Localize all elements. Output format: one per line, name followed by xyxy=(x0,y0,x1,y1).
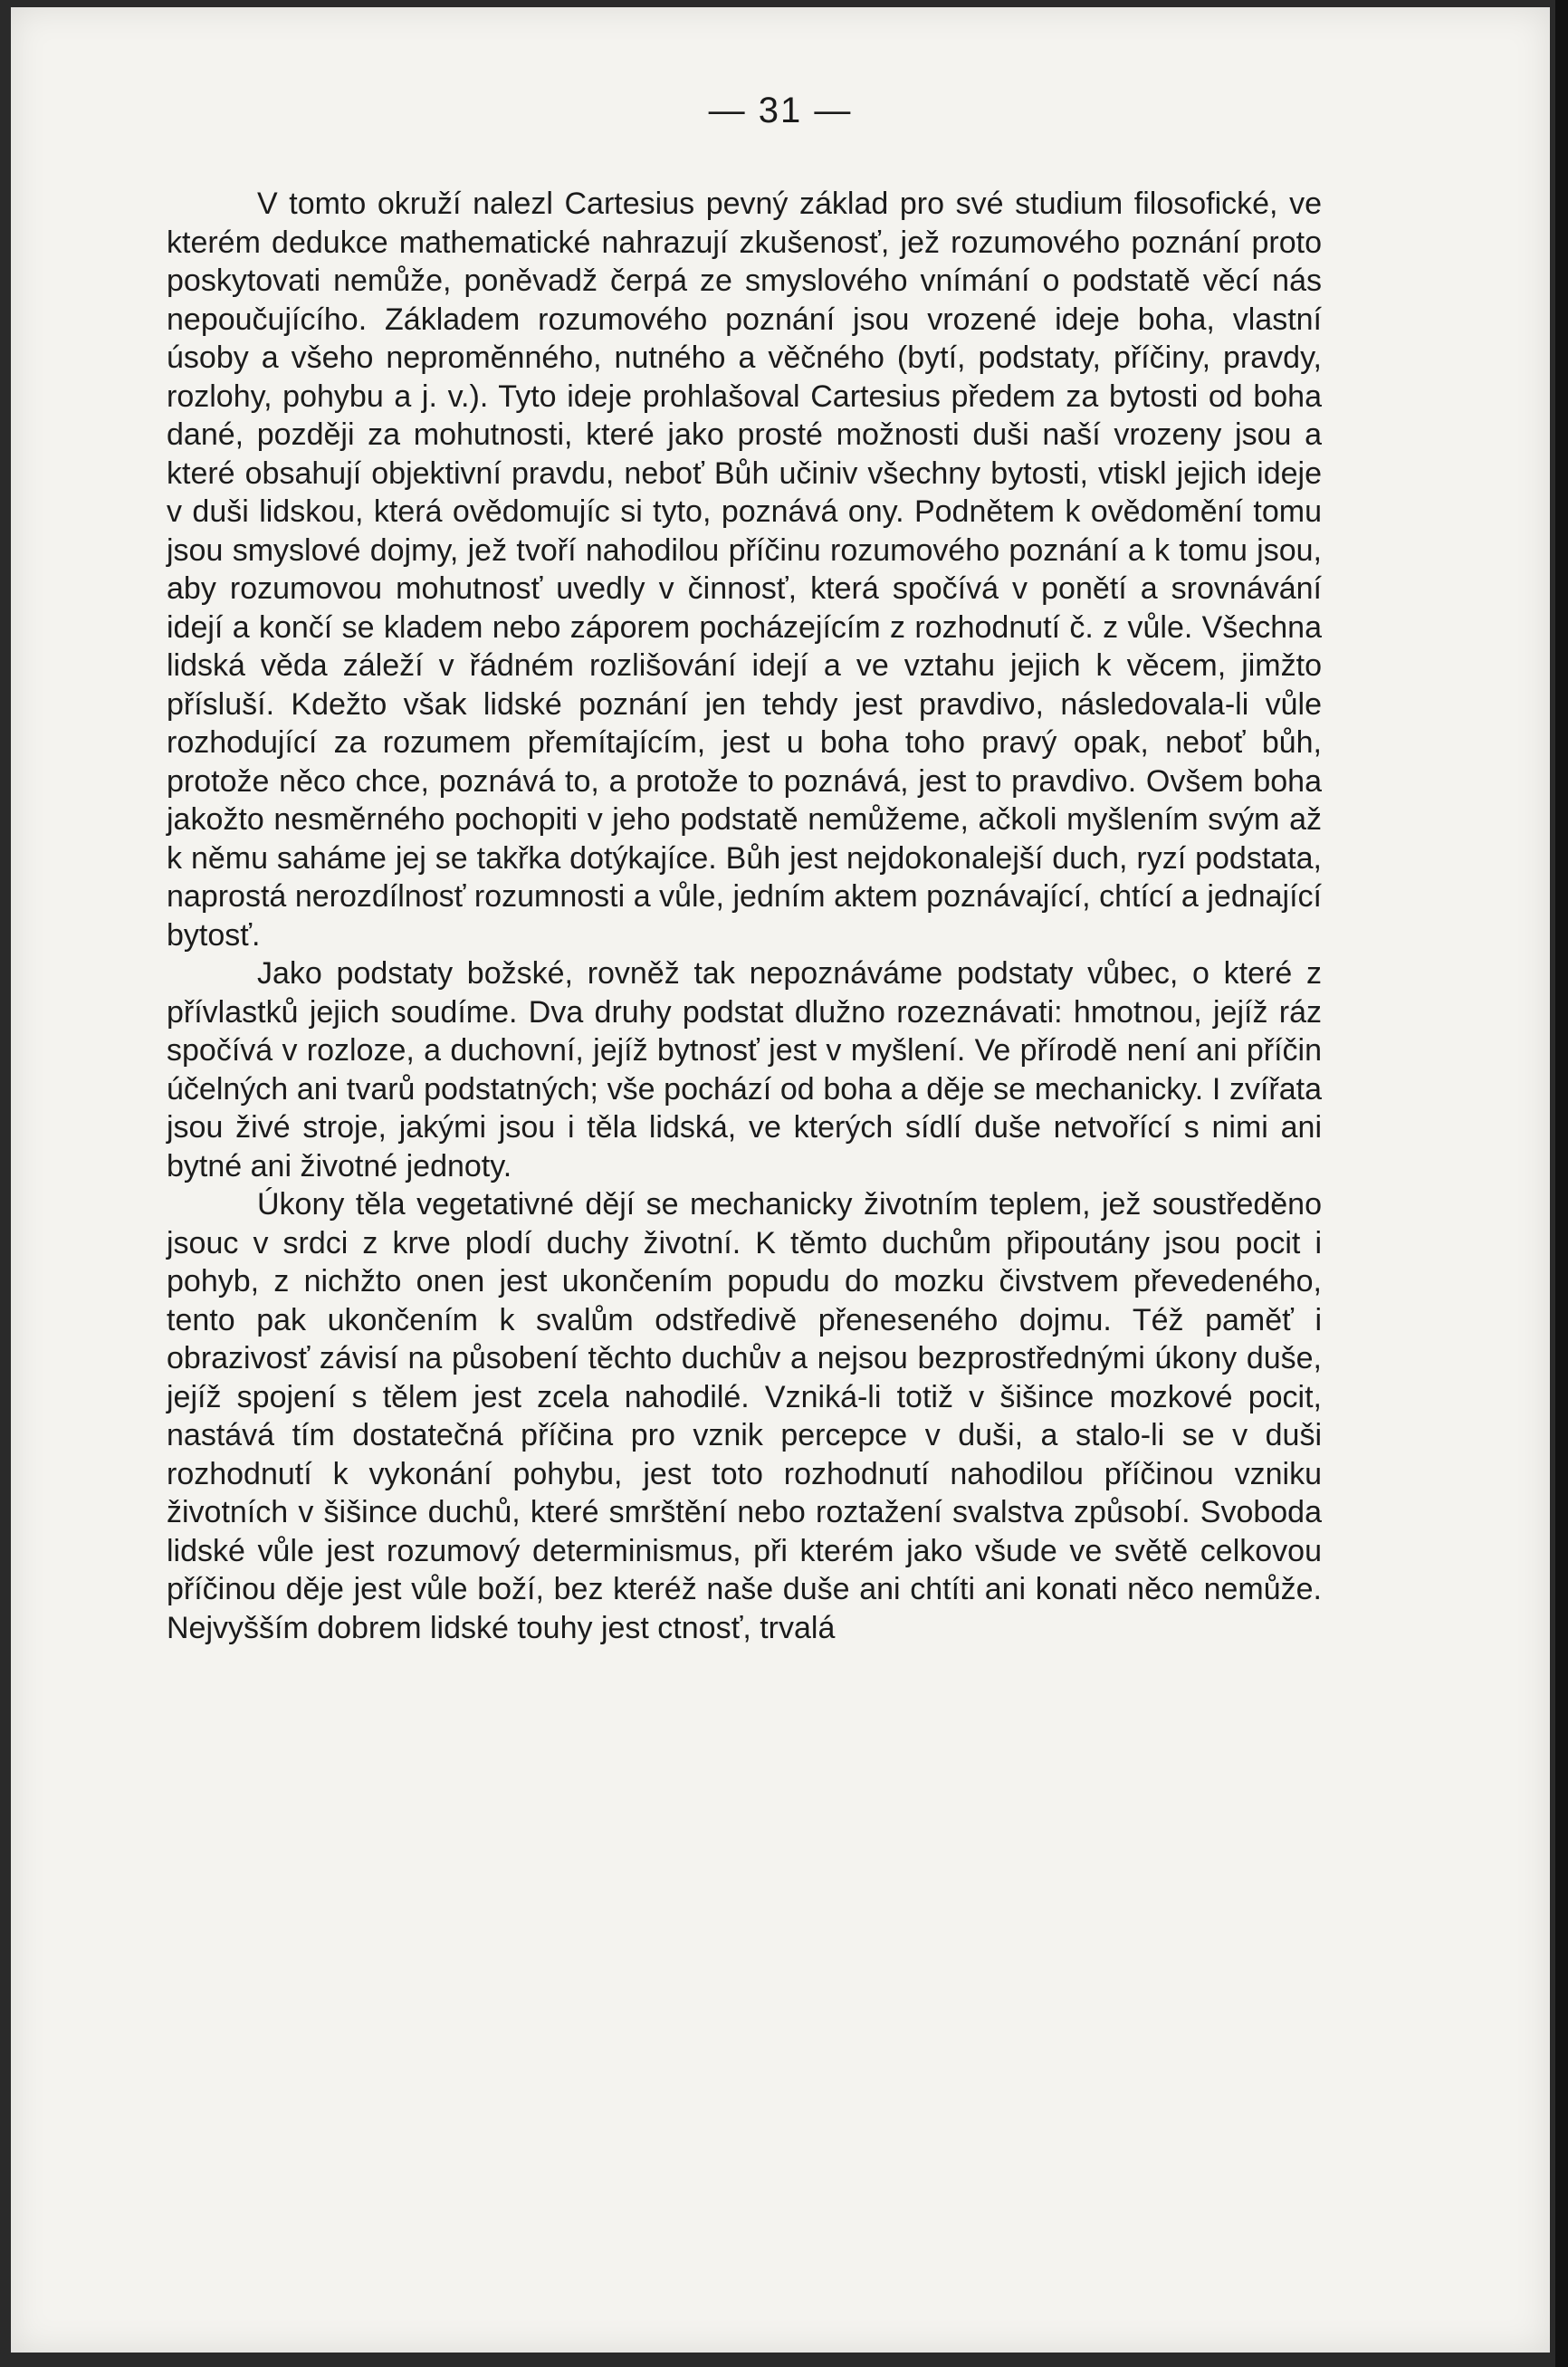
scanned-page xyxy=(11,7,1550,2353)
paragraph-2: Jako podstaty božské, rovněž tak nepoznáváme podstaty vůbec, o které z přívlastků jejich soudíme. Dva druhy podstat dlužno rozeznávati: hmotnou, jejíž ráz spočívá v rozloze, a duchovní, jejíž bytnosť jest v myšlení. Ve přírodě není ani příčin účelných ani tvarů podstatných; vše pochází od boha a děje se mechanicky. I zvířata jsou živé stroje, jakými jsou i těla lidská, ve kterých sídlí duše netvořící s nimi ani bytné ani životné jednoty. xyxy=(167,956,1322,1184)
paragraph-3: Úkony těla vegetativné dějí se mechanicky životním teplem, jež soustředěno jsouc v srdci z krve plodí duchy životní. K těmto duchům připoutány jsou pocit i pohyb, z nichžto onen jest ukončením popudu do mozku čivstvem převedeného, tento pak ukončením k svalům odstředivě přeneseného dojmu. Též paměť i obrazivosť závisí na působení těchto duchův a nejsou bezprostřednými úkony duše, jejíž spojení s tělem jest zcela nahodilé. Vzniká-li totiž v šišince mozkové pocit, nastává tím dostatečná příčina pro vznik percepce v duši, a stalo-li se v duši rozhodnutí k vykonání pohybu, jest toto rozhodnutí nahodilou příčinou vzniku životních v šišince duchů, které smrštění nebo roztažení svalstva způsobí. Svoboda lidské vůle jest rozumový determinismus, při kterém jako všude ve světě celkovou příčinou děje jest vůle boží, bez kteréž naše duše ani chtíti ani konati něco nemůže. Nejvyšším dobrem lidské touhy jest ctnosť, trvalá xyxy=(167,1187,1322,1645)
scan-edge xyxy=(1555,0,1568,2367)
paragraph-1: V tomto okruží nalezl Cartesius pevný základ pro své studium filosofické, ve kterém dedukce mathematické nahrazují zkušenosť, jež rozumového poznání proto poskytovati nemůže, poněvadž čerpá ze smyslového vnímání o podstatě věcí nás nepoučujícího. Základem rozumového poznání jsou vrozené ideje boha, vlastní úsoby a všeho nepromĕnného, nutného a věčného (bytí, podstaty, příčiny, pravdy, rozlohy, pohybu a j. v.). Tyto ideje prohlašoval Cartesius předem za bytosti od boha dané, později za mohutnosti, které jako prosté možnosti duši naší vrozeny jsou a které obsahují objektivní pravdu, neboť Bůh učiniv všechny bytosti, vtiskl jejich ideje v duši lidskou, která ovědomujíc si tyto, poznává ony. Podnětem k ovědomění tomu jsou smyslové dojmy, jež tvoří nahodilou příčinu rozumového poznání a k tomu jsou, aby rozumovou mohutnosť uvedly v činnosť, která spočívá v ponětí a srovnávání idejí a končí se kladem nebo záporem pocházejícím z rozhodnutí č. z vůle. Všechna lidská věda záleží v řádném rozlišování idejí a ve vztahu jejich k věcem, jimžto přísluší. Kdežto však lidské poznání jen tehdy jest pravdivo, následovala-li vůle rozhodující za rozumem přemítajícím, jest u boha toho pravý opak, neboť bůh, protože něco chce, poznává to, a protože to poznává, jest to pravdivo. Ovšem boha jakožto nesmĕrného pochopiti v jeho podstatě nemůžeme, ačkoli myšlením svým až k němu saháme jej se takřka dotýkajíce. Bůh jest nejdokonalejší duch, ryzí podstata, naprostá nerozdílnosť rozumnosti a vůle, jedním aktem poznávající, chtící a jednající bytosť. xyxy=(167,187,1322,953)
page-number: — 31 — xyxy=(708,91,853,130)
body-text xyxy=(167,185,1322,1647)
